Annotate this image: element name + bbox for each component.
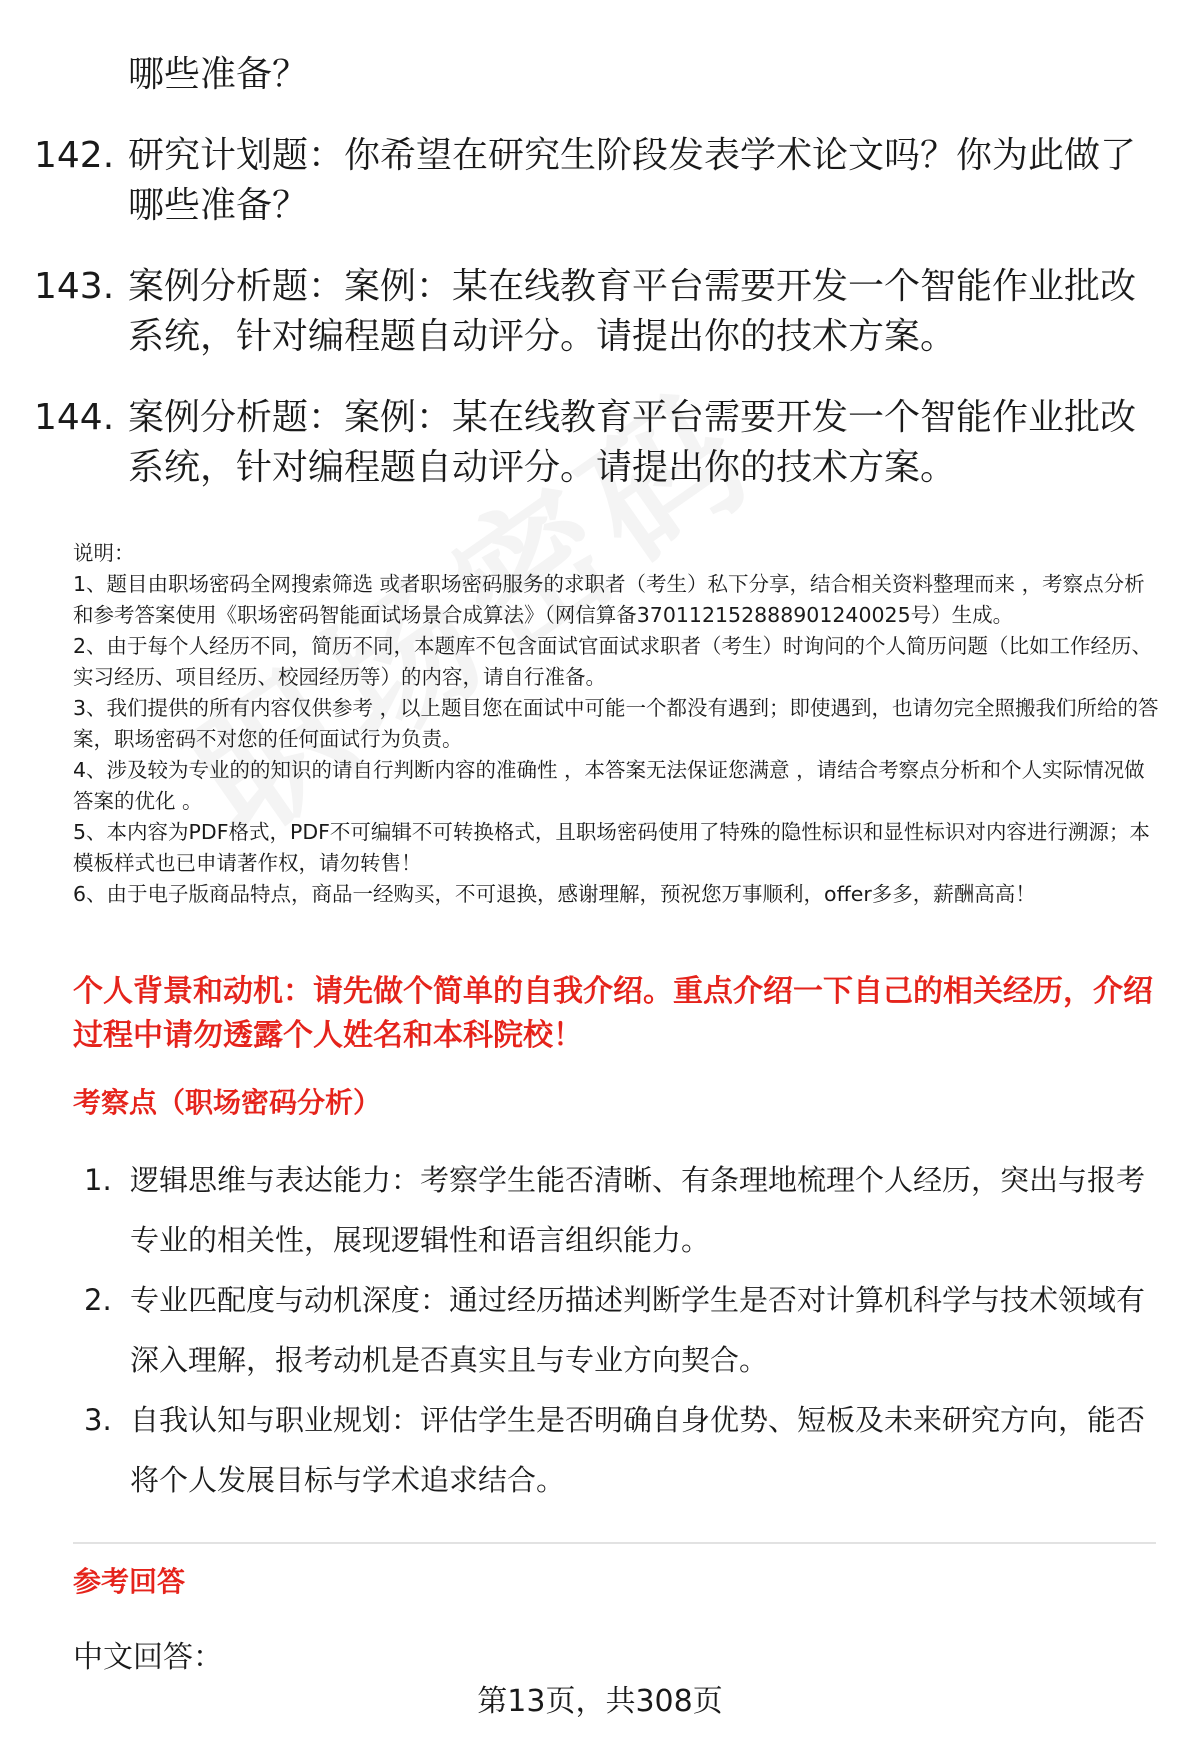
featured-question: 个人背景和动机：请先做个简单的自我介绍。重点介绍一下自己的相关经历，介绍过程中请勿透露个人姓名和本科院校！: [73, 974, 1153, 1053]
exam-point-item: [80, 1390, 1160, 1510]
exam-points-list: [80, 1150, 1160, 1510]
question-item: [34, 262, 1154, 362]
exam-point-number: 3.: [84, 1403, 112, 1437]
note-item: 2、由于每个人经历不同，简历不同，本题库不包含面试官面试求职者（考生）时询问的个人简历问题（比如工作经历、实习经历、项目经历、校园经历等）的内容，请自行准备。: [73, 634, 1153, 689]
question-item: [34, 131, 1154, 231]
note-item: 1、题目由职场密码全网搜索筛选 或者职场密码服务的求职者（考生）私下分享，结合相关资料整理而来 ，考察点分析和参考答案使用《职场密码智能面试场景合成算法》（网信算备370112152888901240025号）生成。: [73, 572, 1145, 627]
question-text: 研究计划题：你希望在研究生阶段发表学术论文吗？你为此做了哪些准备？: [128, 135, 1137, 226]
exam-point-text: 专业匹配度与动机深度：通过经历描述判断学生是否对计算机科学与技术领域有深入理解，报考动机是否真实且与专业方向契合。: [130, 1283, 1146, 1377]
note-item: 4、涉及较为专业的的知识的请自行判断内容的准确性 ，本答案无法保证您满意 ，请结合考察点分析和个人实际情况做答案的优化 。: [73, 758, 1145, 813]
question-text: 案例分析题：案例：某在线教育平台需要开发一个智能作业批改系统，针对编程题自动评分。请提出你的技术方案。: [128, 397, 1137, 488]
question-list: [34, 50, 1154, 524]
note-item: 5、本内容为PDF格式，PDF不可编辑不可转换格式，且职场密码使用了特殊的隐性标识和显性标识对内容进行溯源；本模板样式也已申请著作权，请勿转售！: [73, 820, 1150, 875]
note-item: 6、由于电子版商品特点，商品一经购买，不可退换，感谢理解，预祝您万事顺利，offer多多，薪酬高高！: [73, 882, 1036, 906]
page-number-footer: 第13页，共308页: [477, 1684, 723, 1719]
chinese-answer-label: 中文回答：: [73, 1640, 223, 1675]
question-item: [34, 393, 1154, 493]
note-item: 3、我们提供的所有内容仅供参考 ，以上题目您在面试中可能一个都没有遇到；即使遇到，也请勿完全照搬我们所给的答案，职场密码不对您的任何面试行为负责。: [73, 696, 1159, 751]
exam-point-item: [80, 1270, 1160, 1390]
exam-point-text: 自我认知与职业规划：评估学生是否明确自身优势、短板及未来研究方向，能否将个人发展目标与学术追求结合。: [130, 1403, 1146, 1497]
disclaimer-notes: [73, 538, 1163, 910]
exam-point-text: 逻辑思维与表达能力：考察学生能否清晰、有条理地梳理个人经历，突出与报考专业的相关性，展现逻辑性和语言组织能力。: [130, 1163, 1146, 1257]
exam-point-number: 1.: [84, 1163, 112, 1197]
exam-point-number: 2.: [84, 1283, 112, 1317]
section-divider: [73, 1542, 1156, 1544]
reference-answer-heading: 参考回答: [73, 1565, 186, 1598]
question-number: 144.: [34, 397, 115, 438]
question-number: 143.: [34, 266, 115, 307]
notes-title: 说明：: [73, 541, 135, 565]
question-number: 142.: [34, 135, 115, 176]
question-text: 案例分析题：案例：某在线教育平台需要开发一个智能作业批改系统，针对编程题自动评分。请提出你的技术方案。: [128, 266, 1137, 357]
exam-points-heading: 考察点（职场密码分析）: [73, 1086, 382, 1119]
previous-question-tail: 哪些准备？: [128, 54, 309, 95]
exam-point-item: [80, 1150, 1160, 1270]
